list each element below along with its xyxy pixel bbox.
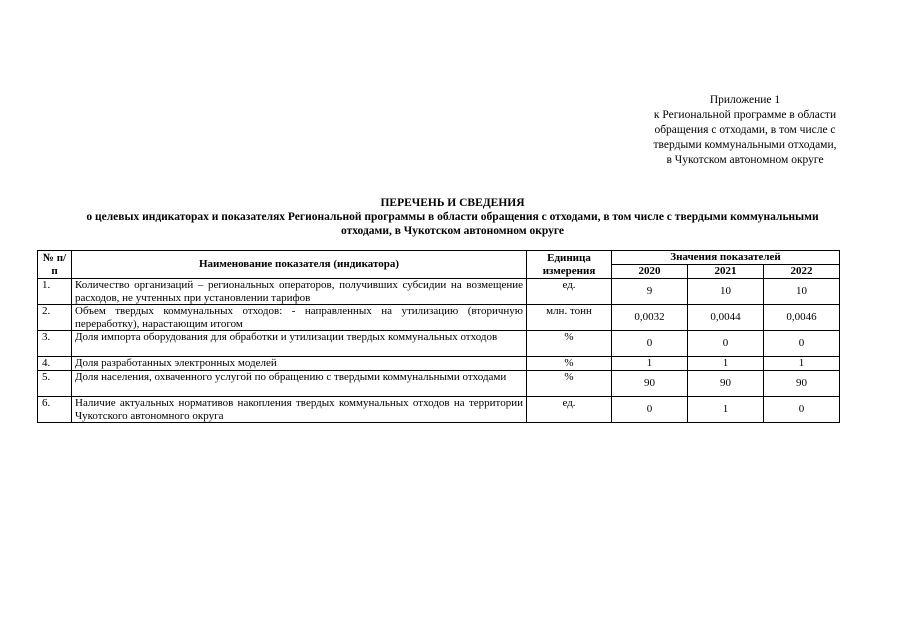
row-value: 0,0032 [612, 305, 688, 331]
row-name: Доля импорта оборудования для обработки и утилизации твердых коммунальных отходов [72, 331, 527, 357]
appendix-line: Приложение 1 [709, 94, 781, 106]
row-value: 1 [688, 397, 764, 423]
row-unit: % [527, 371, 612, 397]
row-unit: % [527, 357, 612, 371]
table-row [38, 305, 840, 331]
row-value: 90 [764, 371, 840, 397]
row-num: 5. [38, 371, 72, 397]
header-year: 2020 [612, 265, 688, 279]
row-name: Наличие актуальных нормативов накопления твердых коммунальных отходов на территории Чукотского автономного округа [72, 397, 527, 423]
row-value: 0 [764, 397, 840, 423]
appendix-line: обращения с отходами, в том числе с [654, 124, 836, 136]
row-unit: ед. [527, 279, 612, 305]
row-value: 9 [612, 279, 688, 305]
table-row [38, 371, 840, 397]
appendix-line: твердыми коммунальными отходами, [653, 139, 837, 151]
indicators-table [37, 250, 840, 423]
document-title: ПЕРЕЧЕНЬ И СВЕДЕНИЯ [380, 197, 525, 209]
row-num: 6. [38, 397, 72, 423]
row-unit: % [527, 331, 612, 357]
row-value: 10 [764, 279, 840, 305]
row-value: 0 [612, 397, 688, 423]
row-value: 0 [764, 331, 840, 357]
row-num: 3. [38, 331, 72, 357]
row-value: 90 [612, 371, 688, 397]
table-row [38, 279, 840, 305]
row-value: 0 [688, 331, 764, 357]
row-unit: ед. [527, 397, 612, 423]
appendix-line: к Региональной программе в области [653, 109, 837, 121]
header-year: 2022 [764, 265, 840, 279]
row-unit: млн. тонн [527, 305, 612, 331]
row-value: 10 [688, 279, 764, 305]
table-row [38, 357, 840, 371]
header-unit: Единица измерения [527, 251, 612, 279]
row-value: 90 [688, 371, 764, 397]
header-num: № п/п [38, 251, 72, 279]
row-value: 0,0044 [688, 305, 764, 331]
row-value: 1 [612, 357, 688, 371]
row-value: 1 [764, 357, 840, 371]
header-values-group: Значения показателей [612, 251, 840, 265]
row-name: Доля разработанных электронных моделей [72, 357, 527, 371]
row-value: 1 [688, 357, 764, 371]
header-year: 2021 [688, 265, 764, 279]
row-num: 4. [38, 357, 72, 371]
row-name: Доля населения, охваченного услугой по обращению с твердыми коммунальными отходами [72, 371, 527, 397]
row-value: 0,0046 [764, 305, 840, 331]
row-num: 2. [38, 305, 72, 331]
row-num: 1. [38, 279, 72, 305]
row-value: 0 [612, 331, 688, 357]
header-name: Наименование показателя (индикатора) [72, 251, 527, 279]
appendix-line: в Чукотском автономном округе [666, 154, 824, 166]
row-name: Объем твердых коммунальных отходов: - направленных на утилизацию (вторичную переработку), нарастающим итогом [72, 305, 527, 331]
row-name: Количество организаций – региональных операторов, получивших субсидии на возмещение расходов, не учтенных при установлении тарифов [72, 279, 527, 305]
document-subtitle-line1: о целевых индикаторах и показателях Региональной программы в области обращения с отходами, в том числе с твердыми коммунальными [86, 211, 819, 223]
appendix-block [630, 93, 860, 168]
table-row [38, 331, 840, 357]
document-subtitle-line2: отходами, в Чукотском автономном округе [340, 225, 565, 237]
table-row [38, 397, 840, 423]
